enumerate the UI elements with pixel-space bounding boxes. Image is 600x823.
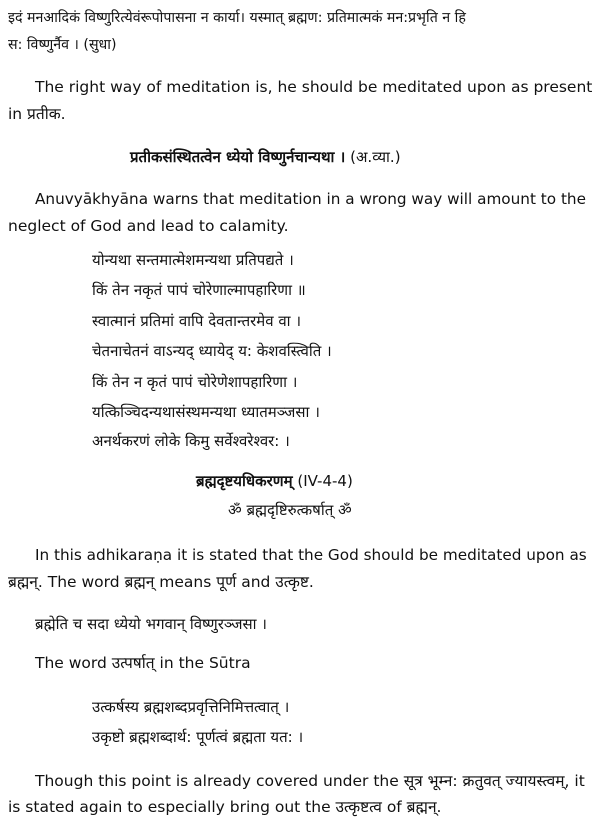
- verse-line: योन्यथा सन्तमात्मेशमन्यथा प्रतिपद्यते ।: [92, 251, 294, 269]
- heading-text: ब्रह्मदृष्टयधिकरणम्: [196, 472, 293, 490]
- paragraph-line: neglect of God and lead to calamity.: [8, 217, 289, 235]
- verse-line: उकृष्टो ब्रह्मशब्दार्थ: पूर्णत्वं ब्रह्मता यत: ।: [92, 728, 304, 746]
- paragraph-line: in प्रतीक.: [8, 105, 66, 123]
- sanskrit-prose-line-1: इदं मनआदिकं विष्णुरित्येवंरूपोपासना न कार्या। यस्मात् ब्रह्मण: प्रतिमात्मकं मन:प्रभृति न हि: [8, 10, 466, 26]
- sanskrit-prose-line-2: स: विष्णुर्नैव । (सुधा): [8, 37, 117, 53]
- verse-line: उत्कर्षस्य ब्रह्मशब्दप्रवृत्तिनिमित्तत्वात् ।: [92, 698, 290, 716]
- paragraph-line: Though this point is already covered under the सूत्र भूम्न: क्रतुवत् ज्यायस्त्वम्, it: [35, 772, 585, 790]
- verse-line: किं तेन नकृतं पापं चोरेणाल्मापहारिणा ॥: [92, 281, 306, 299]
- paragraph-line: In this adhikaraṇa it is stated that the God should be meditated upon as: [35, 546, 587, 564]
- verse-line: ब्रह्मेति च सदा ध्येयो भगवान् विष्णुरञ्जसा ।: [35, 615, 267, 633]
- paragraph-line: The word उत्पर्षात् in the Sūtra: [35, 654, 251, 672]
- heading-source-ref: (IV-4-4): [297, 472, 353, 490]
- paragraph-line: Anuvyākhyāna warns that meditation in a wrong way will amount to the: [35, 190, 586, 208]
- section-heading-brahmadrishti: [196, 471, 353, 491]
- verse-line: चेतनाचेतनं वाऽन्यद् ध्यायेद् य: केशवस्त्विति ।: [92, 342, 332, 360]
- paragraph-line: is stated again to especially bring out the उत्कृष्टत्व of ब्रह्मन्.: [8, 798, 442, 816]
- section-heading-pratika: [130, 147, 401, 167]
- heading-source-ref: (अ.व्या.): [350, 148, 401, 166]
- paragraph-line: The right way of meditation is, he should be meditated upon as present: [35, 78, 593, 96]
- verse-line: स्वात्मानं प्रतिमां वापि देवतान्तरमेव वा ।: [92, 312, 302, 330]
- sutra-heading: ॐ ब्रह्मदृष्टिरुत्कर्षात् ॐ: [228, 501, 352, 519]
- verse-line: अनर्थकरणं लोके किमु सर्वेश्वरेश्वर: ।: [92, 432, 290, 450]
- verse-line: किं तेन न कृतं पापं चोरेणेशापहारिणा ।: [92, 373, 298, 391]
- heading-text: प्रतीकसंस्थितत्वेन ध्येयो विष्णुर्नचान्यथा ।: [130, 148, 346, 166]
- verse-line: यत्किञ्चिदन्यथासंस्थमन्यथा ध्यातमञ्जसा ।: [92, 403, 320, 421]
- paragraph-line: ब्रह्मन्. The word ब्रह्मन् means पूर्ण and उत्कृष्ट.: [8, 573, 314, 591]
